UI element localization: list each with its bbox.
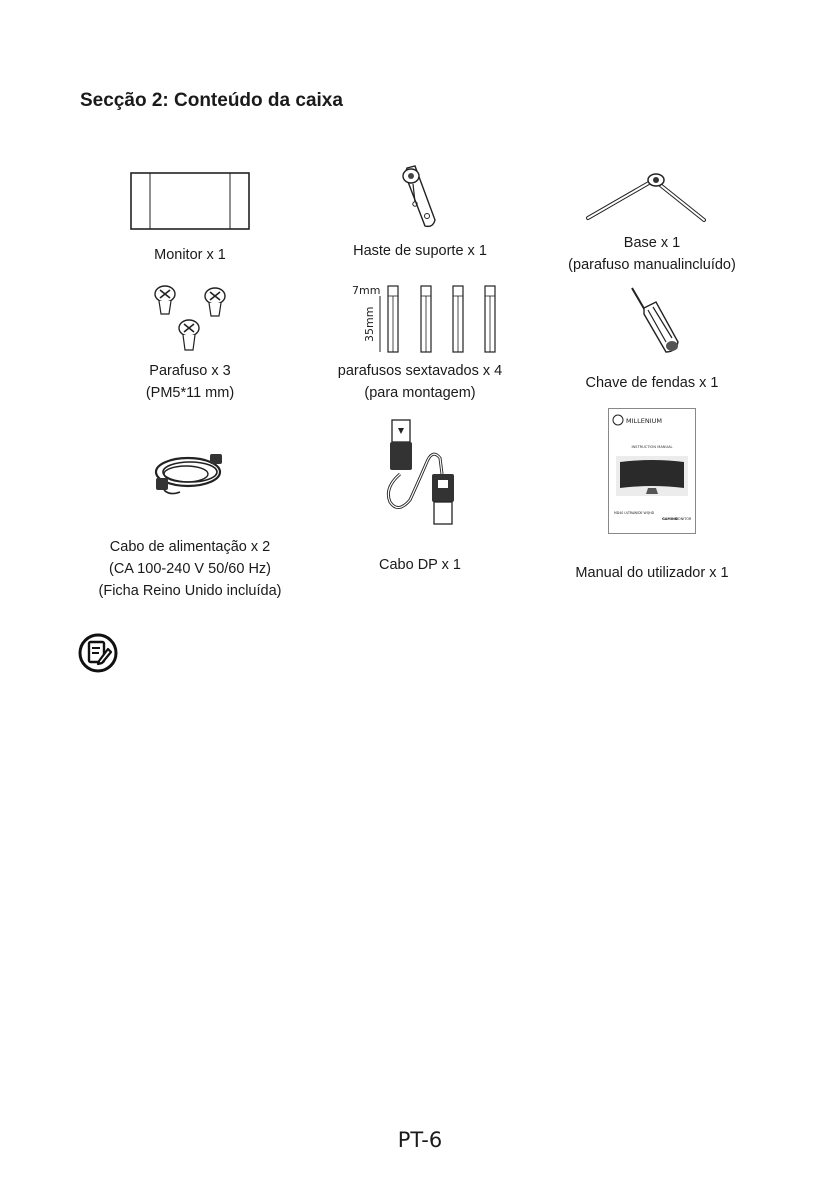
item-dp-cable <box>320 418 520 576</box>
item-power-cable <box>90 446 290 602</box>
dim-7mm: 7mm <box>352 284 381 297</box>
screwdriver-icon <box>622 286 682 356</box>
item-base <box>552 168 752 276</box>
item-caption: Base x 1 (parafuso manualincluído) <box>568 235 736 273</box>
stand-base-icon <box>584 168 720 228</box>
manual-category-bold: GAMING <box>662 517 678 521</box>
item-monitor <box>100 172 280 266</box>
item-screws <box>90 282 290 404</box>
item-caption: Haste de suporte x 1 <box>353 243 487 259</box>
monitor-icon <box>130 172 250 232</box>
item-caption: Cabo de alimentação x 2 (CA 100-240 V 50/60 Hz) (Ficha Reino Unido incluída) <box>98 539 282 599</box>
item-caption: Monitor x 1 <box>154 247 226 263</box>
stand-arm-icon <box>385 160 455 232</box>
section-title: Secção 2: Conteúdo da caixa <box>80 90 343 111</box>
item-caption: parafusos sextavados x 4 (para montagem) <box>337 363 503 401</box>
user-manual-icon <box>608 408 696 534</box>
item-caption: Chave de fendas x 1 <box>585 375 719 391</box>
screw-2 <box>205 288 225 316</box>
note-icon <box>78 633 118 678</box>
item-caption: Parafuso x 3 (PM5*11 mm) <box>145 363 235 401</box>
dp-cable-icon <box>380 418 460 530</box>
screws-icon <box>145 282 235 358</box>
screw-3 <box>179 320 199 350</box>
manual-model: MD40 ULTRAWIDE WQHD <box>614 511 655 515</box>
manual-heading: INSTRUCTION MANUAL <box>631 445 673 449</box>
item-caption: Manual do utilizador x 1 <box>575 565 729 581</box>
manual-category: MONITOR <box>675 517 692 521</box>
dp-connector-top <box>390 420 412 470</box>
page-number: PT-6 <box>397 1128 443 1152</box>
screw-1 <box>155 286 175 314</box>
manual-brand: MILLENIUM <box>626 417 663 425</box>
item-user-manual <box>552 408 752 584</box>
dp-connector-bottom <box>432 474 454 524</box>
item-caption: Cabo DP x 1 <box>379 557 461 573</box>
item-hex-standoffs <box>320 282 520 404</box>
item-screwdriver <box>552 286 752 394</box>
power-cable-icon <box>150 446 230 498</box>
item-stand-arm <box>320 160 520 262</box>
hex-standoffs-icon <box>340 282 500 356</box>
dim-35mm: 35mm <box>363 306 376 342</box>
